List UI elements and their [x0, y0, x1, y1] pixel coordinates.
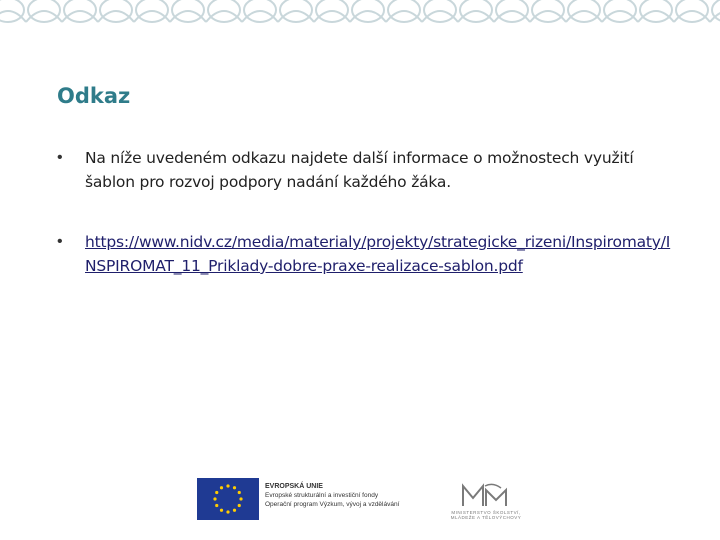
resource-link[interactable]: https://www.nidv.cz/media/materialy/projekty/strategicke_rizeni/Inspiromaty/INSPIROMAT_11_Priklady-dobre-praxe-realizace-sablon.pdf [85, 233, 671, 275]
eu-flag-icon [197, 478, 259, 520]
bullet-item [57, 230, 677, 278]
bullet-item [57, 146, 677, 194]
decorative-header-pattern [0, 0, 720, 26]
ministry-text: MINISTERSTVO ŠKOLSTVÍ, MLÁDEŽE A TĚLOVÝCHOVY [450, 510, 522, 520]
eu-title: EVROPSKÁ UNIE [265, 483, 323, 490]
eu-program: Operační program Výzkum, vývoj a vzdělávání [265, 501, 400, 508]
ministry-logo-icon [441, 480, 531, 510]
bullet-text: Na níže uvedeném odkazu najdete další informace o možnostech využití šablon pro rozvoj podpory nadání každého žáka. [85, 149, 634, 191]
ministry-logo [441, 480, 531, 524]
slide-title: Odkaz [57, 84, 131, 108]
eu-text-block [265, 482, 399, 509]
bullet-dot-icon: • [57, 233, 63, 250]
eu-subtitle: Evropské strukturální a investiční fondy [265, 492, 379, 499]
bullet-list [57, 146, 677, 278]
bullet-dot-icon: • [57, 149, 63, 166]
footer-logos [197, 476, 537, 524]
